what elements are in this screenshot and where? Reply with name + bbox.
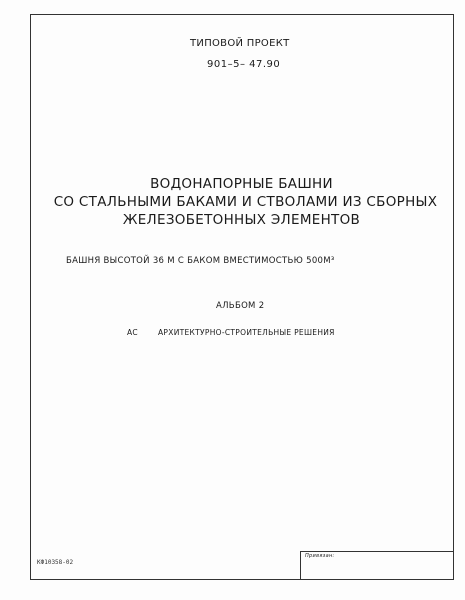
archive-code: КФ10358-02 [37,559,74,566]
title-line-3: ЖЕЛЕЗОБЕТОННЫХ ЭЛЕМЕНТОВ [122,212,361,228]
title-line-2: СО СТАЛЬНЫМИ БАКАМИ И СТВОЛАМИ ИЗ СБОРНЫХ [53,194,438,210]
stamp-label: Привязан: [305,553,335,559]
album-label: АЛЬБОМ 2 [216,301,265,311]
doc-number: 901–5– 47.90 [207,59,281,70]
title-line-1: ВОДОНАПОРНЫЕ БАШНИ [150,176,333,192]
page-frame [30,14,454,580]
section-name: АРХИТЕКТУРНО-СТРОИТЕЛЬНЫЕ РЕШЕНИЯ [158,328,335,337]
doc-type: ТИПОВОЙ ПРОЕКТ [190,38,290,49]
section-code: АС [127,328,138,337]
subtitle: БАШНЯ ВЫСОТОЙ 36 М С БАКОМ ВМЕСТИМОСТЬЮ 500М³ [66,256,335,266]
